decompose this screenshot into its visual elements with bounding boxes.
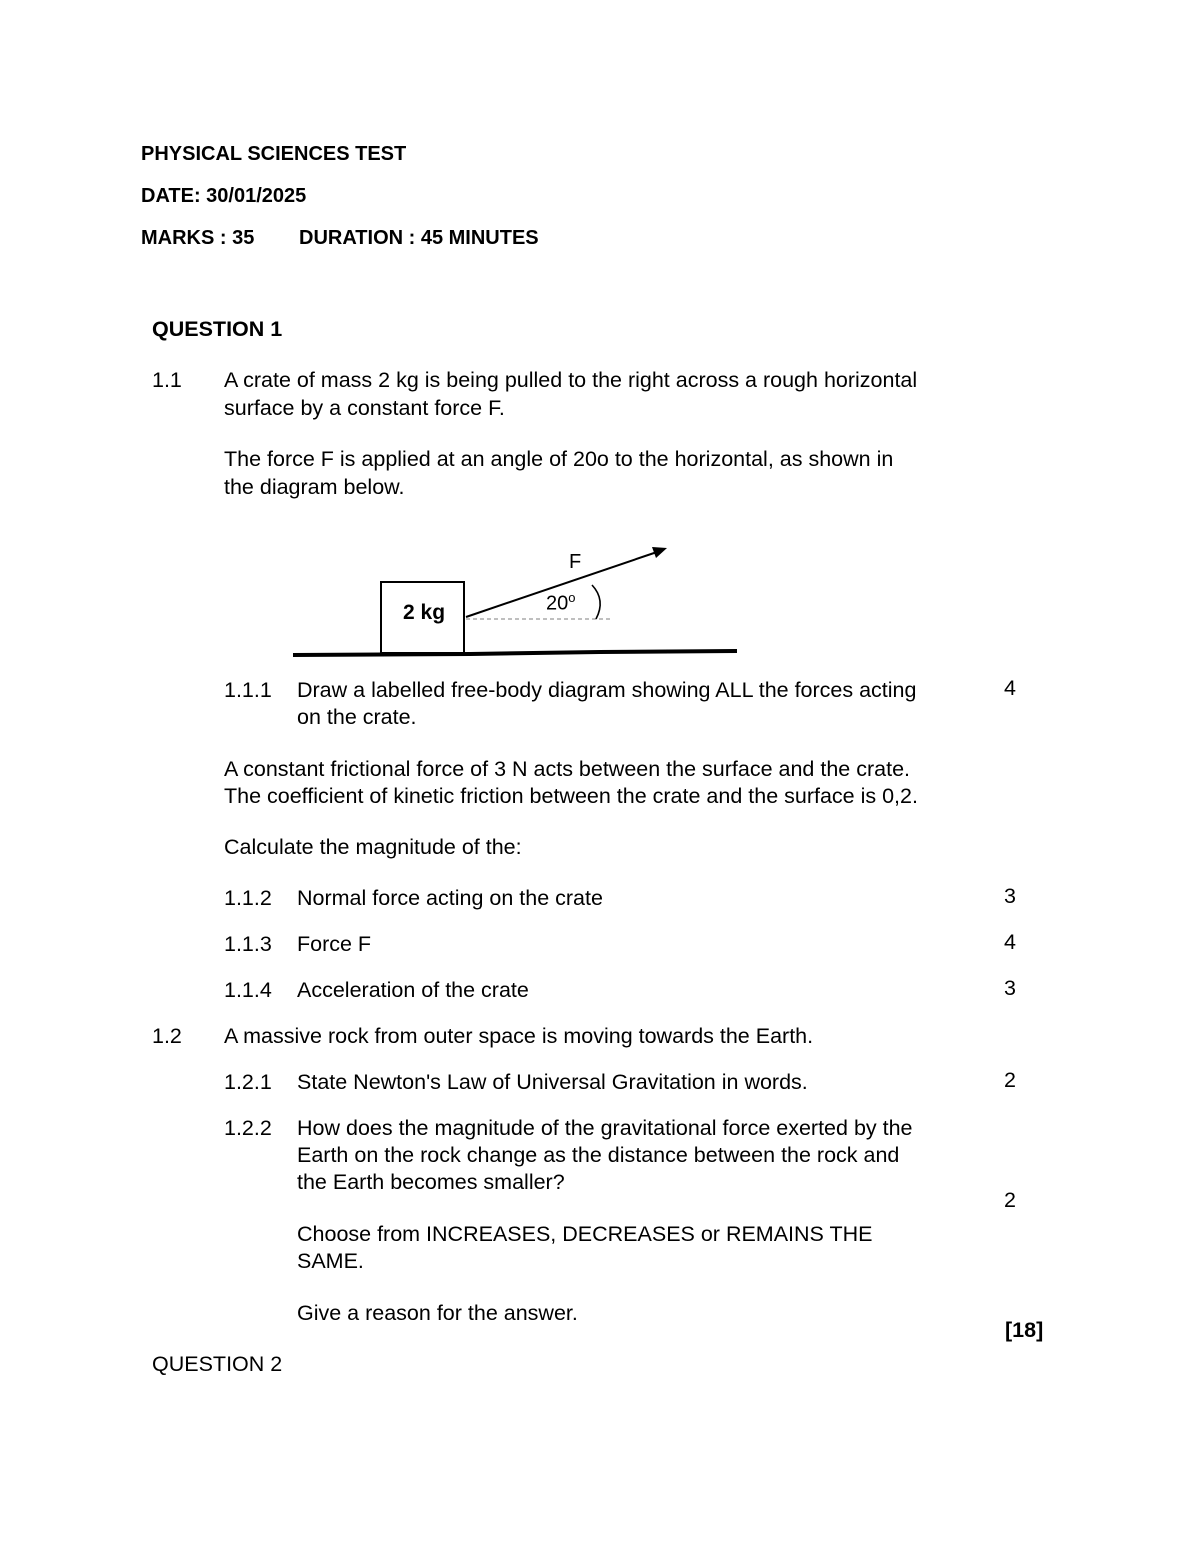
- q1-2-number: 1.2: [152, 1024, 182, 1048]
- q1-1-1-line2: on the crate.: [297, 705, 417, 729]
- q1-2-text: A massive rock from outer space is moving towards the Earth.: [224, 1024, 814, 1048]
- q1-2-2-number: 1.2.2: [224, 1116, 272, 1140]
- q1-1-3-number: 1.1.3: [224, 932, 272, 956]
- angle-arc: [592, 585, 600, 619]
- degree-mark: o: [568, 590, 576, 605]
- q1-1-4-marks: 3: [1004, 976, 1016, 1000]
- q1-2-2-choose-line1: Choose from INCREASES, DECREASES or REMAINS THE: [297, 1222, 873, 1246]
- test-date: DATE: 30/01/2025: [141, 185, 307, 207]
- q1-1-3-marks: 4: [1004, 930, 1016, 954]
- q1-1-2-marks: 3: [1004, 884, 1016, 908]
- q1-1-text-line2: surface by a constant force F.: [224, 396, 505, 420]
- force-label: F: [569, 551, 582, 573]
- test-title: PHYSICAL SCIENCES TEST: [141, 143, 407, 165]
- q1-1-text2-line2: the diagram below.: [224, 475, 405, 499]
- q1-1-4-text: Acceleration of the crate: [297, 978, 529, 1002]
- ground-line: [293, 651, 737, 655]
- q1-1-text-line1: A crate of mass 2 kg is being pulled to the right across a rough horizontal: [224, 368, 918, 392]
- q1-1-1-marks: 4: [1004, 676, 1016, 700]
- question-1-heading: QUESTION 1: [152, 317, 283, 341]
- q1-2-2-reason: Give a reason for the answer.: [297, 1301, 578, 1325]
- angle-label: 20$^o$: [546, 590, 576, 615]
- force-arrowhead: [652, 547, 667, 558]
- q1-1-1-number: 1.1.1: [224, 678, 272, 702]
- q1-2-2-line2: Earth on the rock change as the distance between the rock and: [297, 1143, 900, 1167]
- q1-1-3-text: Force F: [297, 932, 372, 956]
- q1-1-1-line1: Draw a labelled free-body diagram showing ALL the forces acting: [297, 678, 917, 702]
- q1-2-2-marks: 2: [1004, 1188, 1016, 1212]
- q1-1-number: 1.1: [152, 368, 182, 392]
- crate-label: 2 kg: [403, 601, 446, 624]
- q1-2-1-number: 1.2.1: [224, 1070, 272, 1094]
- calculate-intro: Calculate the magnitude of the:: [224, 835, 522, 859]
- test-duration: DURATION : 45 MINUTES: [299, 227, 539, 249]
- q1-1-text2-line1: The force F is applied at an angle of 20o to the horizontal, as shown in: [224, 447, 894, 471]
- question-1-total: [18]: [1005, 1318, 1044, 1342]
- test-marks: MARKS : 35: [141, 227, 255, 249]
- q1-2-1-text: State Newton's Law of Universal Gravitation in words.: [297, 1070, 808, 1094]
- q1-2-1-marks: 2: [1004, 1068, 1016, 1092]
- q1-2-2-choose-line2: SAME.: [297, 1249, 364, 1273]
- question-2-heading: QUESTION 2: [152, 1352, 283, 1376]
- q1-1-2-number: 1.1.2: [224, 886, 272, 910]
- friction-line1: A constant frictional force of 3 N acts between the surface and the crate.: [224, 757, 910, 781]
- q1-1-4-number: 1.1.4: [224, 978, 272, 1002]
- q1-2-2-line3: the Earth becomes smaller?: [297, 1170, 565, 1194]
- q1-1-2-text: Normal force acting on the crate: [297, 886, 603, 910]
- q1-2-2-line1: How does the magnitude of the gravitational force exerted by the: [297, 1116, 913, 1140]
- friction-line2: The coefficient of kinetic friction between the crate and the surface is 0,2.: [224, 784, 918, 808]
